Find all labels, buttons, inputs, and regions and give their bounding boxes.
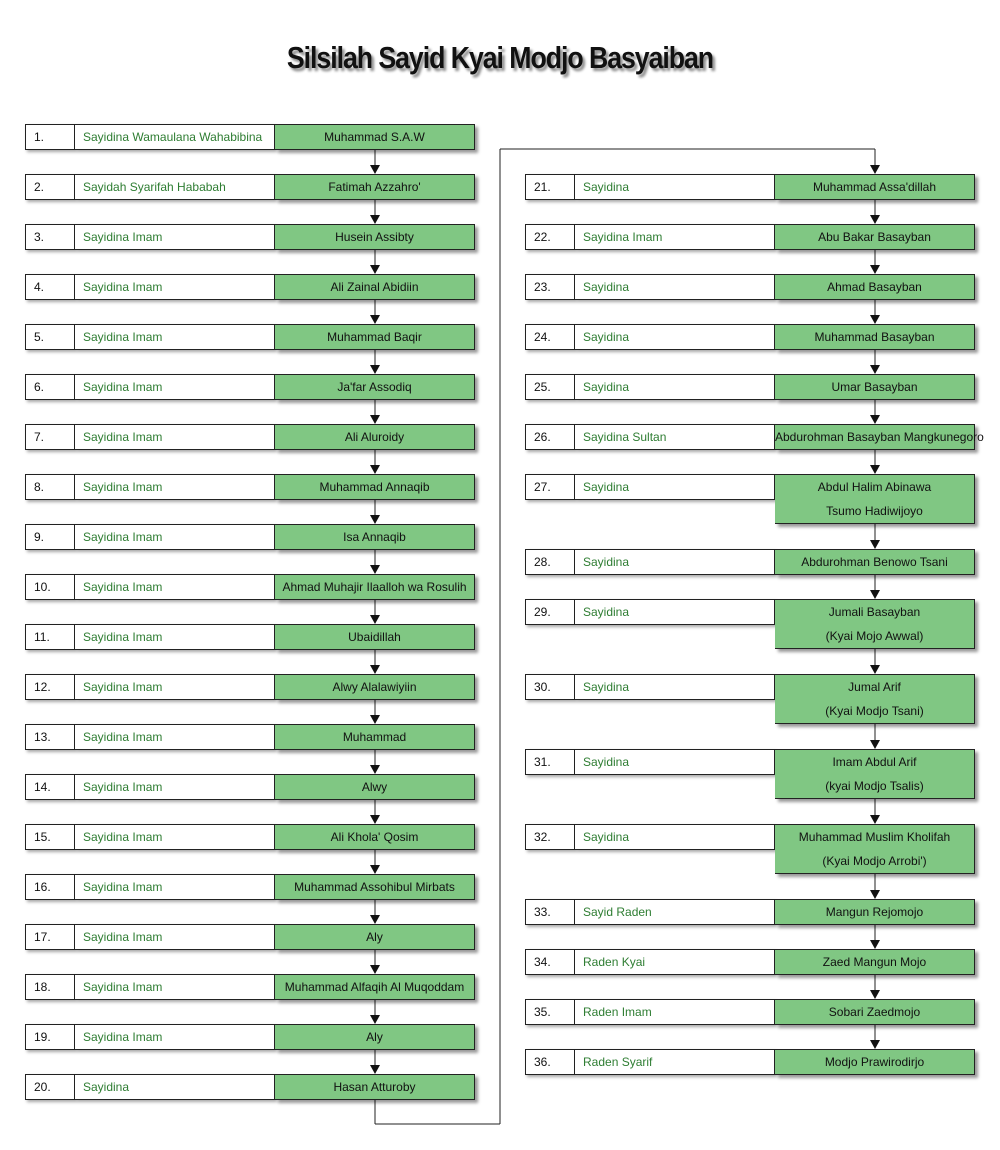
lineage-row-24 bbox=[525, 324, 975, 350]
lineage-row-35 bbox=[525, 999, 975, 1025]
person-name-box bbox=[775, 174, 975, 200]
generation-number: 2. bbox=[25, 174, 75, 200]
generation-number: 22. bbox=[525, 224, 575, 250]
person-name-box bbox=[275, 1024, 475, 1050]
person-name: Muhammad Baqir bbox=[327, 330, 422, 344]
honorific-title: Raden Syarif bbox=[575, 1049, 775, 1075]
generation-number: 11. bbox=[25, 624, 75, 650]
person-name-box bbox=[275, 524, 475, 550]
person-name-box bbox=[275, 124, 475, 150]
arrowhead-icon bbox=[370, 415, 380, 424]
person-name: Ahmad Muhajir Ilaalloh wa Rosulih bbox=[282, 580, 467, 594]
honorific-title: Sayidina bbox=[575, 674, 775, 700]
generation-number: 28. bbox=[525, 549, 575, 575]
generation-number: 12. bbox=[25, 674, 75, 700]
lineage-row-5 bbox=[25, 324, 475, 350]
person-name: Muhammad Annaqib bbox=[319, 480, 430, 494]
arrowhead-icon bbox=[370, 965, 380, 974]
lineage-row-30 bbox=[525, 674, 975, 724]
lineage-row-34 bbox=[525, 949, 975, 975]
arrowhead-icon bbox=[370, 1015, 380, 1024]
honorific-title: Sayidina bbox=[575, 324, 775, 350]
honorific-title: Sayidina Imam bbox=[75, 824, 275, 850]
honorific-title: Sayidina Imam bbox=[75, 374, 275, 400]
arrowhead-icon bbox=[370, 865, 380, 874]
lineage-row-2 bbox=[25, 174, 475, 200]
arrowhead-icon bbox=[870, 740, 880, 749]
honorific-title: Sayidina Imam bbox=[75, 624, 275, 650]
generation-number: 25. bbox=[525, 374, 575, 400]
person-name-box bbox=[275, 324, 475, 350]
person-name-box bbox=[775, 224, 975, 250]
person-name-box bbox=[275, 574, 475, 600]
person-name: Jumal Arif bbox=[848, 680, 901, 694]
lineage-row-3 bbox=[25, 224, 475, 250]
arrowhead-icon bbox=[370, 315, 380, 324]
arrowhead-icon bbox=[370, 265, 380, 274]
person-name: Alwy bbox=[361, 780, 388, 794]
lineage-row-18 bbox=[25, 974, 475, 1000]
arrowhead-icon bbox=[370, 215, 380, 224]
person-name: Aly bbox=[366, 930, 383, 944]
person-name-box bbox=[775, 949, 975, 975]
generation-number: 32. bbox=[525, 824, 575, 850]
person-name: Ubaidillah bbox=[348, 630, 401, 644]
person-name-box bbox=[275, 974, 475, 1000]
generation-number: 24. bbox=[525, 324, 575, 350]
person-name: Jumali Basayban bbox=[828, 605, 921, 619]
honorific-title: Raden Imam bbox=[575, 999, 775, 1025]
lineage-row-25 bbox=[525, 374, 975, 400]
lineage-row-28 bbox=[525, 549, 975, 575]
honorific-title: Sayidina Imam bbox=[75, 674, 275, 700]
arrowhead-icon bbox=[870, 815, 880, 824]
lineage-row-27 bbox=[525, 474, 975, 524]
arrowhead-icon bbox=[370, 1065, 380, 1074]
lineage-row-32 bbox=[525, 824, 975, 874]
arrowhead-icon bbox=[870, 415, 880, 424]
lineage-row-16 bbox=[25, 874, 475, 900]
person-name: Ali Zainal Abidiin bbox=[330, 280, 419, 294]
lineage-row-10 bbox=[25, 574, 475, 600]
arrowhead-icon bbox=[870, 990, 880, 999]
lineage-row-20 bbox=[25, 1074, 475, 1100]
honorific-title: Sayidina bbox=[575, 549, 775, 575]
lineage-row-1 bbox=[25, 124, 475, 150]
lineage-row-7 bbox=[25, 424, 475, 450]
person-name-box bbox=[775, 549, 975, 575]
arrowhead-icon bbox=[370, 615, 380, 624]
generation-number: 23. bbox=[525, 274, 575, 300]
arrowhead-icon bbox=[870, 940, 880, 949]
lineage-row-12 bbox=[25, 674, 475, 700]
person-name-box bbox=[275, 874, 475, 900]
arrowhead-icon bbox=[870, 890, 880, 899]
person-name-box bbox=[775, 824, 975, 874]
generation-number: 9. bbox=[25, 524, 75, 550]
person-name-box bbox=[275, 674, 475, 700]
honorific-title: Sayidina bbox=[575, 599, 775, 625]
person-name-box bbox=[775, 424, 984, 450]
person-name: Fatimah Azzahro' bbox=[328, 180, 421, 194]
person-name: Abdurohman Basayban Mangkunegoro bbox=[775, 430, 984, 444]
person-name-box bbox=[775, 324, 975, 350]
person-name: Ali Aluroidy bbox=[344, 430, 405, 444]
arrowhead-icon bbox=[370, 665, 380, 674]
person-name-box bbox=[275, 824, 475, 850]
person-name: (Kyai Mojo Awwal) bbox=[825, 629, 924, 643]
person-name-box bbox=[275, 774, 475, 800]
honorific-title: Sayidina Imam bbox=[75, 774, 275, 800]
arrowhead-icon bbox=[370, 765, 380, 774]
arrowhead-icon bbox=[870, 215, 880, 224]
person-name-box bbox=[275, 924, 475, 950]
arrowhead-icon bbox=[870, 540, 880, 549]
honorific-title: Sayidina bbox=[575, 474, 775, 500]
person-name-box bbox=[275, 224, 475, 250]
honorific-title: Sayidina Imam bbox=[75, 224, 275, 250]
lineage-row-19 bbox=[25, 1024, 475, 1050]
honorific-title: Sayidina bbox=[75, 1074, 275, 1100]
honorific-title: Sayidina bbox=[575, 824, 775, 850]
generation-number: 35. bbox=[525, 999, 575, 1025]
person-name: Husein Assibty bbox=[335, 230, 414, 244]
honorific-title: Sayidina Sultan bbox=[575, 424, 775, 450]
arrowhead-icon bbox=[370, 715, 380, 724]
arrowhead-icon bbox=[370, 915, 380, 924]
lineage-row-23 bbox=[525, 274, 975, 300]
honorific-title: Sayidina Imam bbox=[75, 974, 275, 1000]
person-name: Muhammad Assa'dillah bbox=[812, 180, 937, 194]
generation-number: 21. bbox=[525, 174, 575, 200]
arrowhead-icon bbox=[370, 365, 380, 374]
generation-number: 14. bbox=[25, 774, 75, 800]
generation-number: 10. bbox=[25, 574, 75, 600]
person-name: (Kyai Modjo Tsani) bbox=[825, 704, 924, 718]
honorific-title: Sayidina Wamaulana Wahabibina bbox=[75, 124, 275, 150]
lineage-row-8 bbox=[25, 474, 475, 500]
generation-number: 3. bbox=[25, 224, 75, 250]
arrowhead-icon bbox=[370, 565, 380, 574]
person-name-box bbox=[775, 474, 975, 524]
generation-number: 34. bbox=[525, 949, 575, 975]
person-name: Zaed Mangun Mojo bbox=[822, 955, 927, 969]
person-name-box bbox=[775, 274, 975, 300]
generation-number: 29. bbox=[525, 599, 575, 625]
person-name-box bbox=[275, 1074, 475, 1100]
generation-number: 27. bbox=[525, 474, 575, 500]
honorific-title: Sayidina Imam bbox=[75, 324, 275, 350]
lineage-row-9 bbox=[25, 524, 475, 550]
person-name: Muhammad Muslim Kholifah bbox=[798, 830, 951, 844]
honorific-title: Sayidina bbox=[575, 174, 775, 200]
honorific-title: Sayidina Imam bbox=[75, 274, 275, 300]
lineage-row-17 bbox=[25, 924, 475, 950]
lineage-row-29 bbox=[525, 599, 975, 649]
person-name-box bbox=[775, 374, 975, 400]
person-name: Muhammad bbox=[342, 730, 407, 744]
honorific-title: Sayidina Imam bbox=[75, 524, 275, 550]
lineage-row-6 bbox=[25, 374, 475, 400]
person-name: Muhammad Alfaqih Al Muqoddam bbox=[284, 980, 465, 994]
generation-number: 33. bbox=[525, 899, 575, 925]
person-name: Aly bbox=[366, 1030, 383, 1044]
honorific-title: Raden Kyai bbox=[575, 949, 775, 975]
person-name: Ja'far Assodiq bbox=[337, 380, 412, 394]
person-name: (kyai Modjo Tsalis) bbox=[825, 779, 924, 793]
arrowhead-icon bbox=[870, 665, 880, 674]
honorific-title: Sayidina bbox=[575, 374, 775, 400]
person-name: Abdul Halim Abinawa bbox=[817, 480, 932, 494]
person-name-box bbox=[275, 274, 475, 300]
generation-number: 13. bbox=[25, 724, 75, 750]
page-title: Silsilah Sayid Kyai Modjo Basyaiban bbox=[286, 40, 714, 75]
lineage-row-15 bbox=[25, 824, 475, 850]
generation-number: 5. bbox=[25, 324, 75, 350]
person-name-box bbox=[775, 999, 975, 1025]
person-name-box bbox=[275, 624, 475, 650]
honorific-title: Sayidina Imam bbox=[75, 924, 275, 950]
person-name-box bbox=[275, 424, 475, 450]
generation-number: 36. bbox=[525, 1049, 575, 1075]
lineage-row-36 bbox=[525, 1049, 975, 1075]
lineage-row-26 bbox=[525, 424, 984, 450]
person-name: Hasan Atturoby bbox=[333, 1080, 416, 1094]
generation-number: 20. bbox=[25, 1074, 75, 1100]
arrowhead-icon bbox=[870, 1040, 880, 1049]
lineage-row-4 bbox=[25, 274, 475, 300]
lineage-row-14 bbox=[25, 774, 475, 800]
generation-number: 30. bbox=[525, 674, 575, 700]
person-name: Umar Basayban bbox=[831, 380, 918, 394]
generation-number: 6. bbox=[25, 374, 75, 400]
arrowhead-icon bbox=[870, 315, 880, 324]
arrowhead-icon bbox=[870, 365, 880, 374]
person-name: Mangun Rejomojo bbox=[825, 905, 924, 919]
honorific-title: Sayidina bbox=[575, 749, 775, 775]
arrowhead-icon bbox=[870, 165, 880, 174]
generation-number: 7. bbox=[25, 424, 75, 450]
person-name-box bbox=[275, 724, 475, 750]
generation-number: 26. bbox=[525, 424, 575, 450]
person-name: Muhammad S.A.W bbox=[324, 130, 425, 144]
person-name: Ahmad Basayban bbox=[827, 280, 922, 294]
lineage-row-22 bbox=[525, 224, 975, 250]
person-name: Alwy Alalawiyiin bbox=[332, 680, 417, 694]
person-name-box bbox=[275, 374, 475, 400]
lineage-row-11 bbox=[25, 624, 475, 650]
person-name-box bbox=[775, 1049, 975, 1075]
honorific-title: Sayid Raden bbox=[575, 899, 775, 925]
person-name: Muhammad Basayban bbox=[814, 330, 935, 344]
person-name-box bbox=[775, 749, 975, 799]
person-name: Sobari Zaedmojo bbox=[828, 1005, 921, 1019]
person-name: Ali Khola' Qosim bbox=[330, 830, 419, 844]
generation-number: 18. bbox=[25, 974, 75, 1000]
person-name: Tsumo Hadiwijoyo bbox=[826, 504, 923, 518]
honorific-title: Sayidina Imam bbox=[575, 224, 775, 250]
honorific-title: Sayidina Imam bbox=[75, 424, 275, 450]
honorific-title: Sayidina Imam bbox=[75, 874, 275, 900]
person-name-box bbox=[775, 599, 975, 649]
generation-number: 16. bbox=[25, 874, 75, 900]
person-name: Muhammad Assohibul Mirbats bbox=[294, 880, 455, 894]
honorific-title: Sayidina Imam bbox=[75, 724, 275, 750]
person-name: Isa Annaqib bbox=[343, 530, 406, 544]
person-name-box bbox=[775, 674, 975, 724]
arrowhead-icon bbox=[370, 165, 380, 174]
arrowhead-icon bbox=[370, 465, 380, 474]
arrowhead-icon bbox=[870, 590, 880, 599]
lineage-row-33 bbox=[525, 899, 975, 925]
generation-number: 19. bbox=[25, 1024, 75, 1050]
person-name: Abdurohman Benowo Tsani bbox=[801, 555, 948, 569]
generation-number: 4. bbox=[25, 274, 75, 300]
generation-number: 1. bbox=[25, 124, 75, 150]
arrowhead-icon bbox=[370, 815, 380, 824]
generation-number: 8. bbox=[25, 474, 75, 500]
person-name-box bbox=[775, 899, 975, 925]
generation-number: 17. bbox=[25, 924, 75, 950]
honorific-title: Sayidah Syarifah Hababah bbox=[75, 174, 275, 200]
arrowhead-icon bbox=[370, 515, 380, 524]
generation-number: 31. bbox=[525, 749, 575, 775]
person-name: Modjo Prawirodirjo bbox=[824, 1055, 925, 1069]
arrowhead-icon bbox=[870, 465, 880, 474]
lineage-row-21 bbox=[525, 174, 975, 200]
honorific-title: Sayidina bbox=[575, 274, 775, 300]
honorific-title: Sayidina Imam bbox=[75, 474, 275, 500]
lineage-row-31 bbox=[525, 749, 975, 799]
person-name: Abu Bakar Basayban bbox=[818, 230, 931, 244]
lineage-row-13 bbox=[25, 724, 475, 750]
person-name: (Kyai Modjo Arrobi') bbox=[822, 854, 927, 868]
honorific-title: Sayidina Imam bbox=[75, 1024, 275, 1050]
person-name-box bbox=[275, 474, 475, 500]
person-name: Imam Abdul Arif bbox=[832, 755, 917, 769]
arrowhead-icon bbox=[870, 265, 880, 274]
person-name-box bbox=[275, 174, 475, 200]
honorific-title: Sayidina Imam bbox=[75, 574, 275, 600]
generation-number: 15. bbox=[25, 824, 75, 850]
